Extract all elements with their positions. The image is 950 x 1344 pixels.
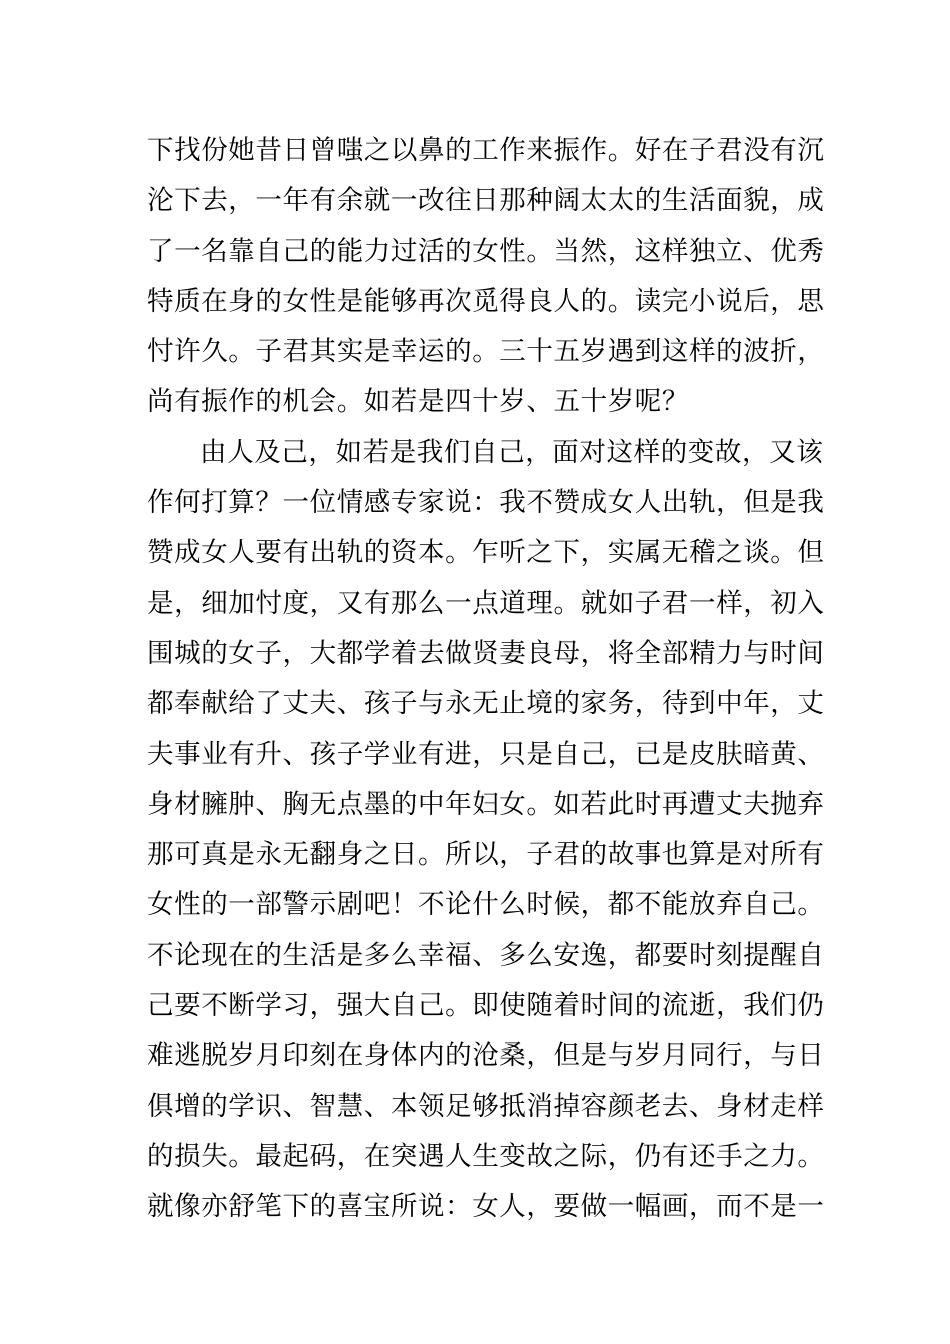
text-line: 赞成女人要有出轨的资本。乍听之下，实属无稽之谈。但: [147, 537, 825, 569]
text-line: 就像亦舒笔下的喜宝所说：女人，要做一幅画，而不是一: [147, 1191, 825, 1223]
text-line: 己要不断学习，强大自己。即使随着时间的流逝，我们仍: [147, 990, 825, 1022]
text-line: 那可真是永无翻身之日。所以，子君的故事也算是对所有: [147, 839, 825, 871]
text-line-indented: 由人及己，如若是我们自己，面对这样的变故，又该: [200, 436, 824, 468]
text-line: 是，细加忖度，又有那么一点道理。就如子君一样，初入: [147, 587, 825, 619]
text-line: 不论现在的生活是多么幸福、多么安逸，都要时刻提醒自: [147, 939, 825, 971]
text-line: 俱增的学识、智慧、本领足够抵消掉容颜老去、身材走样: [147, 1090, 825, 1122]
paragraph-1: [147, 126, 825, 428]
text-line: 身材臃肿、胸无点墨的中年妇女。如若此时再遭丈夫抛弃: [147, 788, 825, 820]
text-line: 作何打算？一位情感专家说：我不赞成女人出轨，但是我: [147, 487, 825, 519]
text-line: 难逃脱岁月印刻在身体内的沧桑，但是与岁月同行，与日: [147, 1040, 825, 1072]
text-line: 沦下去，一年有余就一改往日那种阔太太的生活面貌，成: [147, 185, 825, 217]
text-line: 的损失。最起码，在突遇人生变故之际，仍有还手之力。: [147, 1140, 825, 1172]
text-line: 都奉献给了丈夫、孩子与永无止境的家务，待到中年，丈: [147, 688, 825, 720]
text-line: 女性的一部警示剧吧！不论什么时候，都不能放弃自己。: [147, 889, 825, 921]
text-line: 夫事业有升、孩子学业有进，只是自己，已是皮肤暗黄、: [147, 738, 825, 770]
text-line: 忖许久。子君其实是幸运的。三十五岁遇到这样的波折，: [147, 336, 825, 368]
body-text: [147, 126, 825, 1233]
text-line: 特质在身的女性是能够再次觅得良人的。读完小说后，思: [147, 285, 825, 317]
text-line: 围城的女子，大都学着去做贤妻良母，将全部精力与时间: [147, 637, 825, 669]
paragraph-2: [147, 428, 825, 1233]
text-line: 了一名靠自己的能力过活的女性。当然，这样独立、优秀: [147, 235, 825, 267]
text-line: 下找份她昔日曾嗤之以鼻的工作来振作。好在子君没有沉: [147, 135, 825, 166]
text-line: 尚有振作的机会。如若是四十岁、五十岁呢？: [147, 386, 689, 418]
